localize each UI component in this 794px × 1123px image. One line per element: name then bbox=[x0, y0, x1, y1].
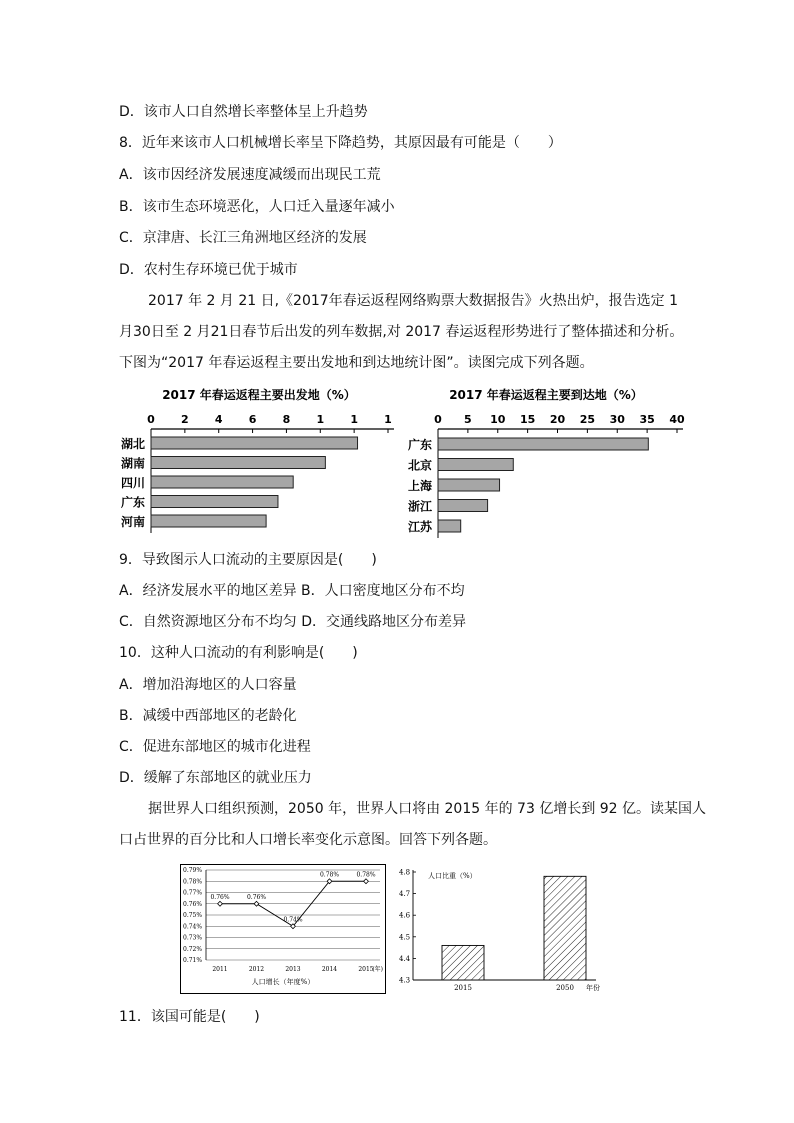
y-tick-label: 0.71% bbox=[183, 957, 203, 964]
bar-江苏 bbox=[438, 520, 461, 532]
passage-line-2: 月30日至 2 月21日春节后出发的列车数据,对 2017 春运返程形势进行了整体描述和分析。 bbox=[119, 324, 684, 340]
y-tick-label: 0.72% bbox=[183, 945, 203, 953]
x-tick-label: 15 bbox=[519, 413, 536, 426]
option-b-q8: B．该市生态环境恶化，人口迁入量逐年减小 bbox=[119, 199, 395, 215]
option-ab-q9: A．经济发展水平的地区差异 B．人口密度地区分布不均 bbox=[119, 583, 465, 599]
y-tick-label: 0.75% bbox=[183, 912, 203, 919]
x-tick-label: 2013 bbox=[285, 966, 301, 973]
point-label: 0.76% bbox=[210, 893, 230, 901]
bar-湖南 bbox=[151, 457, 325, 469]
point-label: 0.76% bbox=[246, 893, 267, 901]
x-tick-label: 0 bbox=[434, 413, 442, 426]
x-tick-label: 40 bbox=[669, 413, 685, 426]
x-tick-label: 10 bbox=[490, 413, 506, 426]
question-9: 9．导致图示人口流动的主要原因是( ) bbox=[119, 552, 377, 568]
chart-title: 2017 年春运返程主要到达地（%） bbox=[449, 388, 643, 402]
passage-line-1: 2017 年 2 月 21 日,《2017年春运返程网络购票大数据报告》火热出炉，报告选定 1 bbox=[148, 293, 679, 309]
question-8: 8．近年来该市人口机械增长率呈下降趋势，其原因最有可能是（ ） bbox=[119, 135, 562, 151]
data-point bbox=[364, 879, 369, 884]
chart-title: 人口增长（年度%） bbox=[251, 978, 315, 986]
option-b-q10: B．减缓中西部地区的老龄化 bbox=[119, 708, 297, 724]
x-tick-label: 5 bbox=[464, 413, 472, 426]
x-tick-label: 6 bbox=[248, 413, 257, 426]
question-11: 11．该国可能是( ) bbox=[119, 1009, 260, 1025]
x-tick-label: 2012 bbox=[248, 966, 265, 973]
y-tick-label: 4.7 bbox=[399, 890, 411, 899]
y-tick-label: 0.78% bbox=[183, 878, 203, 886]
category-label: 湖北 bbox=[121, 437, 146, 451]
question-10: 10．这种人口流动的有利影响是( ) bbox=[119, 645, 358, 661]
x-tick-label: 20 bbox=[549, 413, 566, 426]
chart-growth-rate bbox=[180, 864, 386, 994]
category-label: 北京 bbox=[408, 458, 433, 473]
x-tick-label: 2050 bbox=[556, 984, 574, 992]
bar-广东 bbox=[151, 496, 278, 508]
category-label: 上海 bbox=[408, 479, 433, 493]
bar-河南 bbox=[151, 515, 266, 527]
figure-frame bbox=[181, 865, 386, 994]
bar-2050 bbox=[544, 876, 586, 980]
option-d-q7: D．该市人口自然增长率整体呈上升趋势 bbox=[119, 104, 368, 120]
chart-destination bbox=[405, 383, 687, 538]
chart-population-share bbox=[396, 864, 616, 994]
x-tick-label: 25 bbox=[579, 413, 596, 426]
y-tick-label: 4.3 bbox=[399, 976, 411, 985]
passage2-line-1: 据世界人口组织预测，2050 年，世界人口将由 2015 年的 73 亿增长到 92 亿。读某国人 bbox=[148, 801, 707, 817]
chart-title: 2017 年春运返程主要出发地（%） bbox=[162, 388, 356, 402]
option-a-q8: A．该市因经济发展速度减缓而出现民工荒 bbox=[119, 167, 381, 183]
x-tick-label: 35 bbox=[639, 413, 655, 426]
point-label: 0.78% bbox=[319, 871, 340, 879]
x-unit: (年) bbox=[372, 966, 383, 973]
x-tick-label: 1 bbox=[350, 413, 358, 426]
y-tick-label: 0.79% bbox=[183, 867, 203, 874]
category-label: 广东 bbox=[121, 495, 146, 510]
bar-湖北 bbox=[151, 437, 358, 449]
chart-title: 人口比重（%） bbox=[428, 872, 477, 880]
bar-四川 bbox=[151, 476, 293, 488]
category-label: 江苏 bbox=[408, 520, 433, 534]
passage-line-3: 下图为“2017 年春运返程主要出发地和到达地统计图”。读图完成下列各题。 bbox=[119, 355, 594, 371]
x-tick-label: 2015 bbox=[454, 984, 472, 992]
y-tick-label: 0.76% bbox=[183, 900, 203, 908]
x-tick-label: 4 bbox=[214, 413, 223, 426]
point-label: 0.78% bbox=[356, 871, 376, 879]
option-cd-q9: C．自然资源地区分布不均匀 D．交通线路地区分布差异 bbox=[119, 614, 467, 630]
point-label: 0.74% bbox=[283, 916, 303, 924]
x-tick-label: 30 bbox=[609, 413, 625, 426]
bar-广东 bbox=[438, 438, 648, 450]
data-point bbox=[254, 901, 259, 906]
chart-departure bbox=[118, 383, 400, 533]
y-tick-label: 4.5 bbox=[399, 933, 411, 942]
passage2-line-2: 口占世界的百分比和人口增长率变化示意图。回答下列各题。 bbox=[119, 832, 497, 848]
bar-2015 bbox=[442, 945, 484, 980]
category-label: 河南 bbox=[121, 515, 146, 529]
x-tick-label: 1 bbox=[384, 413, 392, 426]
y-tick-label: 0.74% bbox=[183, 923, 203, 931]
category-label: 浙江 bbox=[408, 499, 433, 514]
y-tick-label: 0.77% bbox=[183, 889, 203, 897]
data-point bbox=[218, 901, 223, 906]
option-c-q8: C．京津唐、长江三角洲地区经济的发展 bbox=[119, 230, 367, 246]
x-tick-label: 2011 bbox=[212, 966, 228, 973]
x-tick-label: 0 bbox=[147, 413, 155, 426]
category-label: 广东 bbox=[408, 438, 433, 452]
option-a-q10: A．增加沿海地区的人口容量 bbox=[119, 677, 297, 693]
option-d-q8: D．农村生存环境已优于城市 bbox=[119, 262, 298, 278]
x-tick-label: 8 bbox=[282, 413, 291, 426]
x-tick-label: 2015 bbox=[358, 966, 374, 973]
bar-北京 bbox=[438, 459, 513, 471]
bar-浙江 bbox=[438, 500, 488, 512]
category-label: 四川 bbox=[121, 476, 146, 490]
x-unit: 年份 bbox=[586, 984, 600, 992]
y-tick-label: 4.4 bbox=[399, 954, 411, 963]
x-tick-label: 1 bbox=[316, 413, 325, 426]
category-label: 湖南 bbox=[121, 456, 146, 471]
option-c-q10: C．促进东部地区的城市化进程 bbox=[119, 739, 311, 755]
x-tick-label: 2014 bbox=[321, 966, 338, 973]
x-tick-label: 2 bbox=[181, 413, 189, 426]
y-tick-label: 4.8 bbox=[399, 868, 411, 877]
option-d-q10: D．缓解了东部地区的就业压力 bbox=[119, 770, 312, 786]
y-tick-label: 0.73% bbox=[183, 934, 203, 942]
bar-上海 bbox=[438, 479, 500, 491]
y-tick-label: 4.6 bbox=[399, 911, 411, 920]
